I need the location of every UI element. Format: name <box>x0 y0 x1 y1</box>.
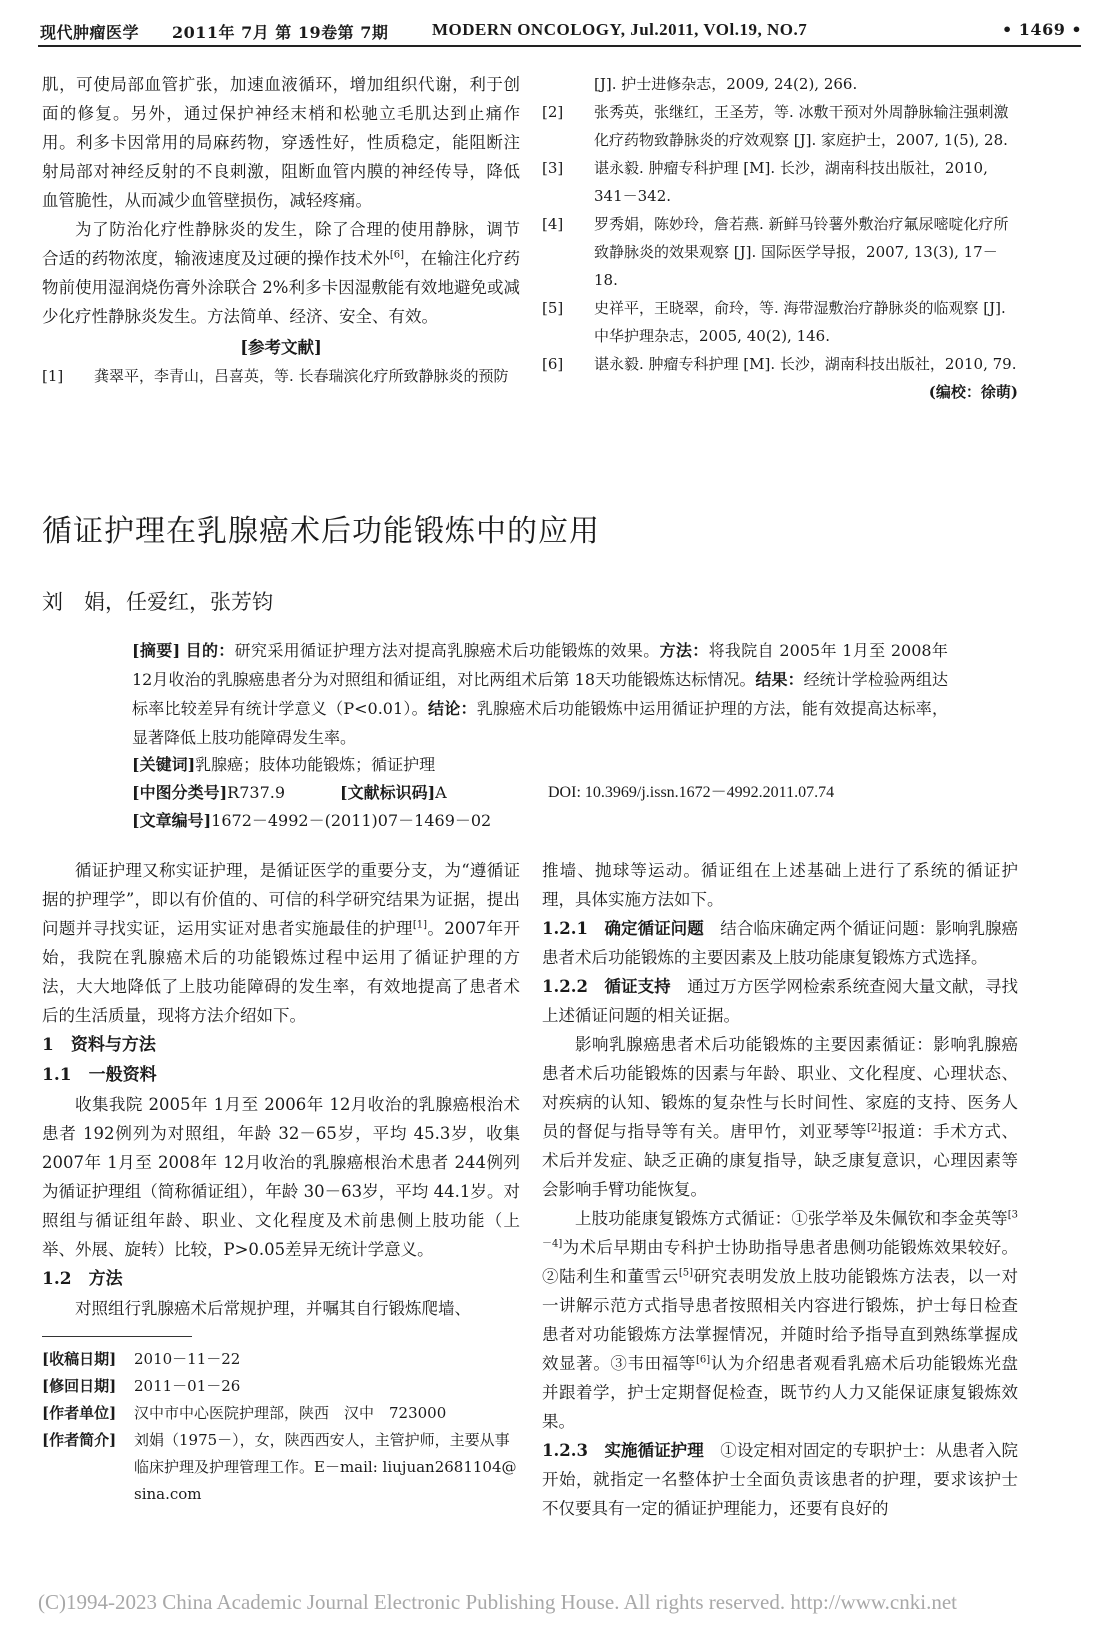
references-heading: [参考文献] <box>240 338 322 357</box>
section-1-2-3 <box>542 1436 1018 1523</box>
doi: DOI: 10.3969/j.issn.1672－4992.2011.07.74 <box>548 784 835 801</box>
artno-label: [文章编号] <box>132 811 212 830</box>
citation-sup: [5] <box>678 1267 694 1279</box>
keywords-value: 乳腺癌；肢体功能锻炼；循证护理 <box>195 755 436 774</box>
reference-text: 谌永毅. 肿瘤专科护理 [M]. 长沙，湖南科技出版社，2010, 341－342. <box>594 159 988 205</box>
abstract-method: 将我院自 2005年 1月至 2008年 12月收治的乳腺癌患者分为对照组和循证组，对比两组术后第 18天功能锻炼达标情况。 <box>132 641 948 689</box>
doccode-label: [文献标识码] <box>340 783 436 802</box>
section-1-2-text: 对照组行乳腺癌术后常规护理，并嘱其自行锻炼爬墙、 <box>75 1299 471 1318</box>
reference-number: [1] <box>42 367 64 385</box>
abstract-conclusion-label: 结论： <box>427 699 477 718</box>
paragraph-text-cont: 报道：手术方式、术后并发症、缺乏正确的康复指导，缺乏康复意识，心理因素等会影响手臂功能恢复。 <box>542 1122 1019 1199</box>
reference-text: [J]. 护士进修杂志，2009, 24(2), 266. <box>594 75 858 93</box>
page-number: • 1469 • <box>1002 20 1083 39</box>
footnote-rule <box>42 1336 192 1337</box>
right-paragraph-1: 推墙、抛球等运动。循证组在上述基础上进行了系统的循证护理，具体实施方法如下。 <box>542 861 1018 909</box>
section-1-2-1 <box>542 914 1018 972</box>
reference-item-continued <box>542 70 1018 98</box>
section-1-1-text: 收集我院 2005年 1月至 2006年 12月收治的乳腺癌根治术患者 192例列为对照组，年龄 32－65岁，平均 45.3岁，收集 2007年 1月至 2008年 12月收治的乳腺癌根治术患者 244例列为循证护理组（简称循证组），年龄 30－63岁，平均 44.1岁。对照组与循证组年龄、职业、文化程度及术前患侧上肢功能（上举、外展、旋转）比较，P>0.05差异无统计学意义。 <box>42 1095 520 1259</box>
footnote-value: 汉中市中心医院护理部，陕西 汉中 723000 <box>134 1404 447 1422</box>
issue-info-cn: 2011年 7月 第 19卷第 7期 <box>172 23 389 42</box>
footnote-label: [收稿日期] <box>42 1350 117 1368</box>
section-1-2-2 <box>542 972 1018 1030</box>
reference-text: 罗秀娟，陈妙玲，詹若燕. 新鲜马铃薯外敷治疗氟尿嘧啶化疗所致静脉炎的效果观察 [J]. 国际医学导报，2007, 13(3), 17－18. <box>594 215 1009 289</box>
document-code <box>340 778 447 807</box>
footnote-revised <box>42 1373 520 1400</box>
abstract-result: 经统计学检验两组达标率比较差异有统计学意义（P<0.01）。 <box>132 670 948 718</box>
abstract-label: [摘要] <box>132 641 181 660</box>
journal-name-cn: 现代肿瘤医学 <box>40 23 140 42</box>
paragraph-text-cont: 研究表明发放上肢功能锻炼方法表，以一对一讲解示范方式指导患者按照相关内容进行锻炼，护士每日检查患者对功能锻炼方法掌握情况，并随时给予指导直到熟练掌握成效显著。③韦田福等 <box>542 1267 1019 1373</box>
reference-item <box>542 210 1018 294</box>
intro-paragraph <box>42 856 520 1030</box>
abstract-objective-label: 目的： <box>185 641 235 660</box>
reference-number: [6] <box>542 355 564 373</box>
citation-sup: [1] <box>412 919 428 931</box>
footnote-value: 2010－11－22 <box>134 1350 241 1368</box>
reference-item <box>542 98 1018 154</box>
reference-number: [4] <box>542 215 564 233</box>
section-heading-1-2-3: 1.2.3 实施循证护理 <box>542 1441 704 1460</box>
reference-text: 谌永毅. 肿瘤专科护理 [M]. 长沙，湖南科技出版社，2010, 79. <box>594 355 1017 373</box>
footnotes <box>42 1346 520 1508</box>
section-1-2-2-text: 通过万方医学网检索系统查阅大量文献，寻找上述循证问题的相关证据。 <box>542 977 1019 1025</box>
article-number <box>132 806 491 835</box>
section-heading-1-2: 1.2 方法 <box>42 1269 123 1289</box>
clc-label: [中图分类号] <box>132 783 228 802</box>
reference-text: 史祥平，王晓翠，俞玲，等. 海带湿敷治疗静脉炎的临观察 [J]. 中华护理杂志，2005, 40(2), 146. <box>594 299 1006 345</box>
copyright-footer: (C)1994-2023 China Academic Journal Electronic Publishing House. All rights reserved. http://www.cnki.net <box>38 1590 957 1614</box>
reference-item <box>542 294 1018 350</box>
doccode-value: A <box>435 783 447 802</box>
keywords <box>132 750 435 779</box>
clc-number <box>132 778 285 807</box>
abstract-result-label: 结果： <box>755 670 804 689</box>
paragraph-text: 影响乳腺癌患者术后功能锻炼的主要因素循证：影响乳腺癌患者术后功能锻炼的因素与年龄、职业、文化程度、心理状态、对疾病的认知、锻炼的复杂性与长时间性、家庭的支持、医务人员的督促与指导等有关。唐甲竹，刘亚琴等 <box>542 1035 1018 1141</box>
intro-text-cont: 。2007年开始，我院在乳腺癌术后的功能锻炼过程中运用了循证护理的方法，大大地降低了上肢功能障碍的发生率，有效地提高了患者术后的生活质量，现将方法介绍如下。 <box>42 919 521 1025</box>
footnote-value: 刘娟（1975－），女，陕西西安人，主管护师，主要从事临床护理及护理管理工作。E－mail: liujuan2681104@sina.com <box>134 1431 517 1503</box>
footnote-unit <box>42 1400 520 1427</box>
section-1-2-1-text: 结合临床确定两个循证问题：影响乳腺癌患者术后功能锻炼的主要因素及上肢功能康复锻炼方式选择。 <box>542 919 1019 967</box>
intro-text: 循证护理又称实证护理，是循证医学的重要分支，为“遵循证据的护理学”，即以有价值的、可信的科学研究结果为证据，提出问题并寻找实证，运用实证对患者实施最佳的护理 <box>42 861 520 938</box>
footnote-label: [作者简介] <box>42 1431 117 1449</box>
reference-text: 张秀英，张继红，王圣芳，等. 冰敷干预对外周静脉输注强刺激化疗药物致静脉炎的疗效观察 [J]. 家庭护士，2007, 1(5), 28. <box>594 103 1009 149</box>
reference-number: [5] <box>542 299 564 317</box>
prev-paragraph-2 <box>42 215 520 331</box>
footnote-bio <box>42 1427 520 1508</box>
prev-article-right-column <box>542 70 1018 406</box>
right-paragraph-3 <box>542 1204 1018 1436</box>
prev-paragraph-1: 肌，可使局部血管扩张，加速血液循环，增加组织代谢，利于创面的修复。另外，通过保护神经末梢和松驰立毛肌达到止痛作用。利多卡因常用的局麻药物，穿透性好，性质稳定，能阻断注射局部对神经反射的不良刺激，阻断血管内膜的神经传导，降低血管脆性，从而减少血管壁损伤，减轻疼痛。 <box>42 75 520 210</box>
editor-note: (编校：徐萌) <box>928 383 1018 401</box>
section-heading-1-2-2: 1.2.2 循证支持 <box>542 977 671 996</box>
abstract-objective: 研究采用循证护理方法对提高乳腺癌术后功能锻炼的效果。 <box>234 641 660 660</box>
reference-number: [2] <box>542 103 564 121</box>
footnote-label: [修回日期] <box>42 1377 117 1395</box>
right-paragraph-2 <box>542 1030 1018 1204</box>
body-right-column <box>542 856 1018 1523</box>
article-title: 循证护理在乳腺癌术后功能锻炼中的应用 <box>42 514 600 549</box>
prev-paragraph-2-text-cont: ，在输注化疗药物前使用湿润烧伤膏外涂联合 2%利多卡因湿敷能有效地避免或减少化疗性静脉炎发生。方法简单、经济、安全、有效。 <box>42 249 521 326</box>
reference-text: 龚翠平，李青山，吕喜英，等. 长春瑞滨化疗所致静脉炎的预防 <box>94 367 509 385</box>
section-heading-1-1: 1.1 一般资料 <box>42 1065 157 1085</box>
body-left-column <box>42 856 520 1323</box>
footnote-label: [作者单位] <box>42 1404 117 1422</box>
abstract-conclusion: 乳腺癌术后功能锻炼中运用循证护理的方法，能有效提高达标率，显著降低上肢功能障碍发生率。 <box>132 699 948 747</box>
footnote-received <box>42 1346 520 1373</box>
reference-item <box>42 362 520 390</box>
header-rule <box>38 45 1081 47</box>
prev-article-left-column <box>42 70 520 390</box>
abstract <box>132 636 948 752</box>
citation-sup: [6] <box>695 1354 711 1366</box>
journal-name-en: MODERN ONCOLOGY, Jul.2011, VOl.19, NO.7 <box>432 20 808 39</box>
reference-item <box>542 350 1018 378</box>
citation-sup: [6] <box>389 249 405 261</box>
clc-value: R737.9 <box>227 783 286 802</box>
reference-item <box>542 154 1018 210</box>
abstract-method-label: 方法： <box>659 641 709 660</box>
section-1-2-3-text: ①设定相对固定的专职护士：从患者入院开始，就指定一名整体护士全面负责该患者的护理，要求该护士不仅要具有一定的循证护理能力，还要有良好的 <box>542 1441 1019 1518</box>
paragraph-text: 上肢功能康复锻炼方式循证：①张学举及朱佩钦和李金英等 <box>575 1209 1008 1228</box>
citation-sup: [3－4] <box>542 1209 1018 1250</box>
artno-value: 1672－4992－(2011)07－1469－02 <box>211 811 492 830</box>
footnote-value: 2011－01－26 <box>134 1377 241 1395</box>
prev-paragraph-2-text: 为了防治化疗性静脉炎的发生，除了合理的使用静脉，调节合适的药物浓度，输液速度及过硬的操作技术外 <box>42 220 520 268</box>
article-authors: 刘 娟，任爱红，张芳钧 <box>42 590 273 614</box>
section-heading-1-2-1: 1.2.1 确定循证问题 <box>542 919 704 938</box>
citation-sup: [2] <box>867 1122 882 1134</box>
section-heading-1: 1 资料与方法 <box>42 1035 156 1055</box>
paragraph-text-cont: 认为介绍患者观看乳癌术后功能锻炼光盘并跟着学，护士定期督促检查，既节约人力又能保证康复锻炼效果。 <box>542 1354 1019 1431</box>
reference-number: [3] <box>542 159 564 177</box>
paragraph-text-cont: 为术后早期由专科护士协助指导患者患侧功能锻炼效果较好。②陆利生和董雪云 <box>542 1238 1018 1286</box>
keywords-label: [关键词] <box>132 755 196 774</box>
